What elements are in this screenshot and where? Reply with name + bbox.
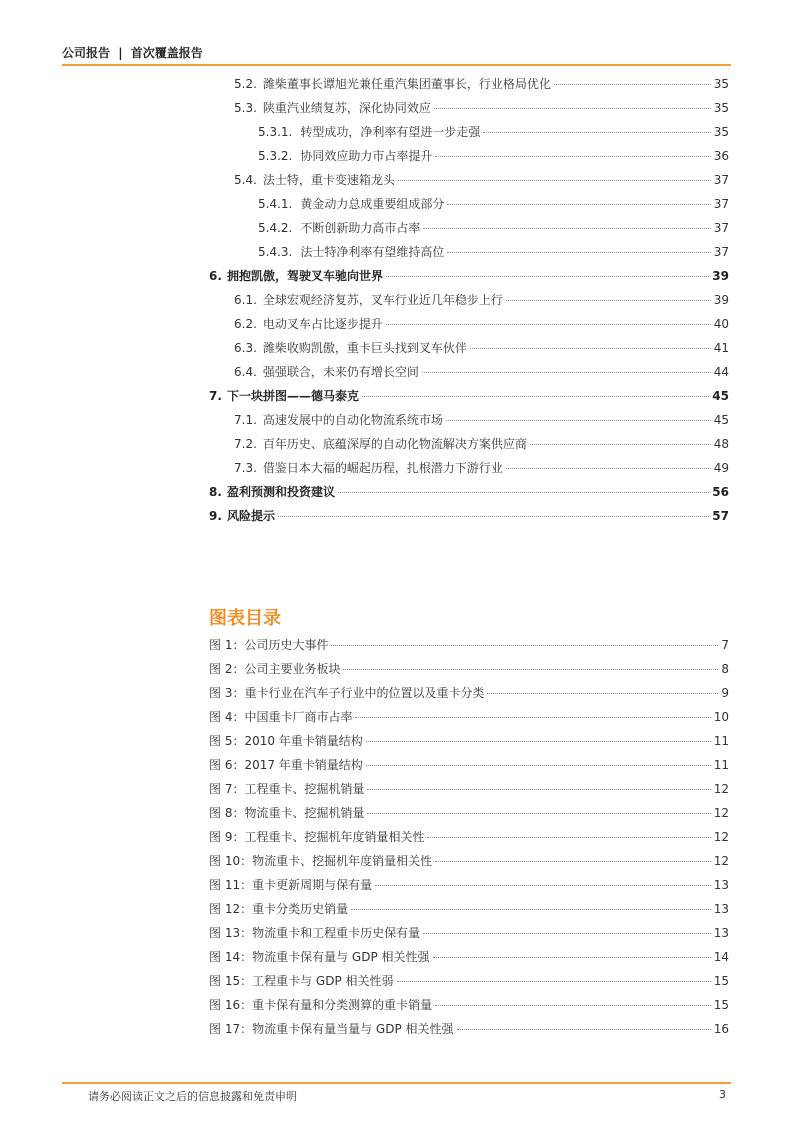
figure-entry-title: 2017 年重卡销量结构 — [244, 758, 363, 772]
dot-leader — [423, 933, 711, 934]
figure-entry[interactable] — [209, 685, 729, 701]
figure-entry[interactable] — [209, 973, 729, 989]
dot-leader — [447, 204, 710, 205]
figure-entry-page: 15 — [713, 998, 729, 1012]
toc-entry-page: 36 — [713, 149, 729, 163]
figure-entry-title: 重卡分类历史销量 — [252, 902, 349, 916]
toc-entry-title: 高速发展中的自动化物流系统市场 — [262, 413, 443, 427]
toc-entry-title: 盈利预测和投资建议 — [227, 485, 336, 499]
figure-entry[interactable] — [209, 925, 729, 941]
toc-entry-number: 7.2. — [234, 437, 257, 451]
dot-leader — [398, 180, 711, 181]
figure-entry-title: 公司主要业务板块 — [244, 662, 341, 676]
figures-heading: 图表目录 — [209, 608, 281, 629]
toc-entry[interactable] — [234, 292, 729, 308]
dot-leader — [506, 468, 711, 469]
dot-leader — [434, 108, 711, 109]
dot-leader — [487, 693, 718, 694]
toc-entry[interactable] — [234, 460, 729, 476]
toc-entry-page: 35 — [713, 77, 729, 91]
figure-entry-page: 12 — [713, 782, 729, 796]
figure-entry[interactable] — [209, 781, 729, 797]
figure-entry[interactable] — [209, 733, 729, 749]
figure-entry-label: 图 16： — [209, 998, 253, 1012]
toc-entry[interactable] — [258, 220, 729, 236]
figure-entry-title: 中国重卡厂商市占率 — [244, 710, 353, 724]
figure-entry-label: 图 10： — [209, 854, 253, 868]
figure-entry[interactable] — [209, 661, 729, 677]
toc-entry-title: 电动叉车占比逐步提升 — [262, 317, 383, 331]
report-subtype: 首次覆盖报告 — [130, 46, 203, 60]
figure-entry-label: 图 5： — [209, 734, 245, 748]
dot-leader — [386, 324, 711, 325]
toc-entry-page: 48 — [713, 437, 729, 451]
figure-entry[interactable] — [209, 637, 729, 653]
figure-entry[interactable] — [209, 949, 729, 965]
figure-entry-title: 工程重卡、挖掘机销量 — [244, 782, 365, 796]
toc-entry-page: 49 — [713, 461, 729, 475]
toc-entry-title: 协同效应助力市占率提升 — [300, 149, 433, 163]
figure-entry-page: 13 — [713, 878, 729, 892]
toc-entry[interactable] — [258, 244, 729, 260]
figure-entry-page: 11 — [713, 734, 729, 748]
dot-leader — [367, 813, 710, 814]
dot-leader — [366, 741, 711, 742]
figure-entry-title: 公司历史大事件 — [244, 638, 329, 652]
toc-entry[interactable] — [234, 364, 729, 380]
toc-entry-number: 9. — [209, 509, 222, 523]
figure-entry-label: 图 11： — [209, 878, 253, 892]
toc-entry[interactable] — [258, 196, 729, 212]
toc-entry-page: 39 — [712, 269, 729, 283]
figure-entry-label: 图 2： — [209, 662, 245, 676]
toc-entry-title: 百年历史、底蕴深厚的自动化物流解决方案供应商 — [262, 437, 527, 451]
dot-leader — [483, 132, 710, 133]
toc-entry-page: 37 — [713, 173, 729, 187]
header-divider — [62, 64, 731, 66]
dot-leader — [427, 837, 710, 838]
toc-entry[interactable] — [234, 316, 729, 332]
toc-entry-page: 39 — [713, 293, 729, 307]
toc-entry[interactable] — [209, 508, 729, 524]
dot-leader — [338, 492, 709, 493]
figure-entry-label: 图 1： — [209, 638, 245, 652]
toc-entry[interactable] — [234, 76, 729, 92]
toc-entry-title: 潍柴董事长谭旭光兼任重汽集团董事长，行业格局优化 — [262, 77, 551, 91]
toc-entry-title: 全球宏观经济复苏，叉车行业近几年稳步上行 — [262, 293, 503, 307]
toc-entry-number: 6.1. — [234, 293, 257, 307]
dot-leader — [446, 420, 711, 421]
figure-entry-page: 8 — [721, 662, 729, 676]
toc-entry-number: 5.4.1. — [258, 197, 293, 211]
dot-leader — [397, 981, 711, 982]
dot-leader — [386, 276, 709, 277]
figure-entry-title: 重卡保有量和分类测算的重卡销量 — [252, 998, 433, 1012]
dot-leader — [366, 765, 711, 766]
toc-entry[interactable] — [209, 268, 729, 284]
toc-entry-title: 转型成功，净利率有望进一步走强 — [300, 125, 481, 139]
figure-entry[interactable] — [209, 805, 729, 821]
footer-divider — [62, 1082, 731, 1084]
toc-entry-number: 7.3. — [234, 461, 257, 475]
dot-leader — [367, 789, 710, 790]
toc-entry[interactable] — [234, 436, 729, 452]
figure-entry-page: 13 — [713, 926, 729, 940]
figure-entry[interactable] — [209, 997, 729, 1013]
dot-leader — [423, 228, 710, 229]
figure-entry-page: 12 — [713, 830, 729, 844]
toc-entry-number: 7.1. — [234, 413, 257, 427]
dot-leader — [375, 885, 711, 886]
figure-entry[interactable] — [209, 829, 729, 845]
toc-entry-page: 35 — [713, 101, 729, 115]
dot-leader — [447, 252, 710, 253]
dot-leader — [554, 84, 711, 85]
figure-entry-page: 13 — [713, 902, 729, 916]
figure-entry-page: 10 — [713, 710, 729, 724]
toc-entry-number: 5.4. — [234, 173, 257, 187]
toc-entry-page: 56 — [712, 485, 729, 499]
toc-entry-number: 5.3.1. — [258, 125, 293, 139]
toc-entry-number: 8. — [209, 485, 222, 499]
toc-entry-number: 7. — [209, 389, 222, 403]
toc-entry[interactable] — [209, 484, 729, 500]
toc-entry-number: 5.3.2. — [258, 149, 293, 163]
dot-leader — [435, 861, 711, 862]
figure-entry[interactable] — [209, 901, 729, 917]
figure-entry-title: 物流重卡、挖掘机年度销量相关性 — [252, 854, 433, 868]
figure-entry-label: 图 15： — [209, 974, 253, 988]
figure-entry-page: 16 — [713, 1022, 729, 1036]
figure-entry-label: 图 3： — [209, 686, 245, 700]
toc-entry-page: 45 — [713, 413, 729, 427]
toc-entry-title: 不断创新助力高市占率 — [300, 221, 421, 235]
toc-entry[interactable] — [258, 124, 729, 140]
dot-leader — [351, 909, 711, 910]
dot-leader — [355, 717, 710, 718]
toc-entry-number: 5.4.3. — [258, 245, 293, 259]
figure-entry-page: 7 — [721, 638, 729, 652]
figure-entry[interactable] — [209, 1021, 729, 1037]
dot-leader — [278, 516, 709, 517]
figure-entry-label: 图 9： — [209, 830, 245, 844]
toc-entry[interactable] — [234, 100, 729, 116]
toc-entry-title: 下一块拼图——德马泰克 — [227, 389, 360, 403]
figure-entry-title: 2010 年重卡销量结构 — [244, 734, 363, 748]
figure-entry-label: 图 6： — [209, 758, 245, 772]
toc-entry-title: 黄金动力总成重要组成部分 — [300, 197, 445, 211]
report-type: 公司报告 — [62, 46, 111, 60]
figure-entry[interactable] — [209, 853, 729, 869]
toc-entry-page: 37 — [713, 197, 729, 211]
toc-entry-number: 5.2. — [234, 77, 257, 91]
figure-entry-title: 工程重卡、挖掘机年度销量相关性 — [244, 830, 425, 844]
figure-entry[interactable] — [209, 709, 729, 725]
figure-entry-page: 14 — [713, 950, 729, 964]
dot-leader — [470, 348, 711, 349]
toc-entry-page: 44 — [713, 365, 729, 379]
toc-entry-page: 40 — [713, 317, 729, 331]
figure-entry-label: 图 14： — [209, 950, 253, 964]
toc-entry-page: 37 — [713, 245, 729, 259]
toc-entry[interactable] — [209, 388, 729, 404]
toc-entry-number: 5.4.2. — [258, 221, 293, 235]
figure-entry-title: 物流重卡保有量与 GDP 相关性强 — [252, 950, 430, 964]
toc-entry-title: 陕重汽业绩复苏，深化协同效应 — [262, 101, 431, 115]
toc-entry-number: 6. — [209, 269, 222, 283]
toc-entry-number: 6.2. — [234, 317, 257, 331]
figure-entry-page: 15 — [713, 974, 729, 988]
figure-entry-page: 12 — [713, 854, 729, 868]
dot-leader — [457, 1029, 711, 1030]
toc-entry-title: 拥抱凯傲，驾驶叉车驰向世界 — [227, 269, 384, 283]
page-header — [62, 44, 731, 66]
header-separator: | — [118, 46, 123, 60]
dot-leader — [506, 300, 711, 301]
toc-entry-number: 6.4. — [234, 365, 257, 379]
figure-entry-label: 图 4： — [209, 710, 245, 724]
toc-entry[interactable] — [234, 172, 729, 188]
toc-entry-title: 强强联合，未来仍有增长空间 — [262, 365, 419, 379]
footer-disclaimer: 请务必阅读正文之后的信息披露和免责申明 — [88, 1090, 297, 1103]
figure-entry[interactable] — [209, 757, 729, 773]
toc-entry-page: 35 — [713, 125, 729, 139]
toc-entry-title: 借鉴日本大福的崛起历程，扎根潜力下游行业 — [262, 461, 503, 475]
toc-entry[interactable] — [258, 148, 729, 164]
figure-entry[interactable] — [209, 877, 729, 893]
figure-entry-page: 11 — [713, 758, 729, 772]
toc-entry-title: 法士特，重卡变速箱龙头 — [262, 173, 395, 187]
figure-entry-title: 工程重卡与 GDP 相关性弱 — [252, 974, 394, 988]
toc-entry-page: 57 — [712, 509, 729, 523]
toc-entry-page: 37 — [713, 221, 729, 235]
toc-entry-number: 5.3. — [234, 101, 257, 115]
dot-leader — [530, 444, 711, 445]
page-number: 3 — [719, 1088, 726, 1101]
figure-entry-title: 物流重卡和工程重卡历史保有量 — [252, 926, 421, 940]
figure-entry-title: 物流重卡保有量当量与 GDP 相关性强 — [252, 1022, 454, 1036]
figure-entry-label: 图 13： — [209, 926, 253, 940]
figure-entry-label: 图 7： — [209, 782, 245, 796]
figure-entry-title: 物流重卡、挖掘机销量 — [244, 806, 365, 820]
figure-entry-label: 图 17： — [209, 1022, 253, 1036]
toc-entry-number: 6.3. — [234, 341, 257, 355]
dot-leader — [433, 957, 711, 958]
dot-leader — [435, 1005, 711, 1006]
toc-entry-title: 潍柴收购凯傲，重卡巨头找到叉车伙伴 — [262, 341, 467, 355]
figure-entry-label: 图 8： — [209, 806, 245, 820]
dot-leader — [362, 396, 709, 397]
dot-leader — [343, 669, 718, 670]
toc-entry-page: 41 — [713, 341, 729, 355]
toc-entry[interactable] — [234, 340, 729, 356]
figure-entry-title: 重卡更新周期与保有量 — [252, 878, 373, 892]
toc-entry-title: 法士特净利率有望维持高位 — [300, 245, 445, 259]
figure-entry-page: 12 — [713, 806, 729, 820]
toc-entry-title: 风险提示 — [227, 509, 276, 523]
toc-entry[interactable] — [234, 412, 729, 428]
figure-entry-title: 重卡行业在汽车子行业中的位置以及重卡分类 — [244, 686, 485, 700]
dot-leader — [435, 156, 710, 157]
figure-entry-page: 9 — [721, 686, 729, 700]
figure-entry-label: 图 12： — [209, 902, 253, 916]
dot-leader — [422, 372, 711, 373]
toc-entry-page: 45 — [712, 389, 729, 403]
dot-leader — [331, 645, 718, 646]
